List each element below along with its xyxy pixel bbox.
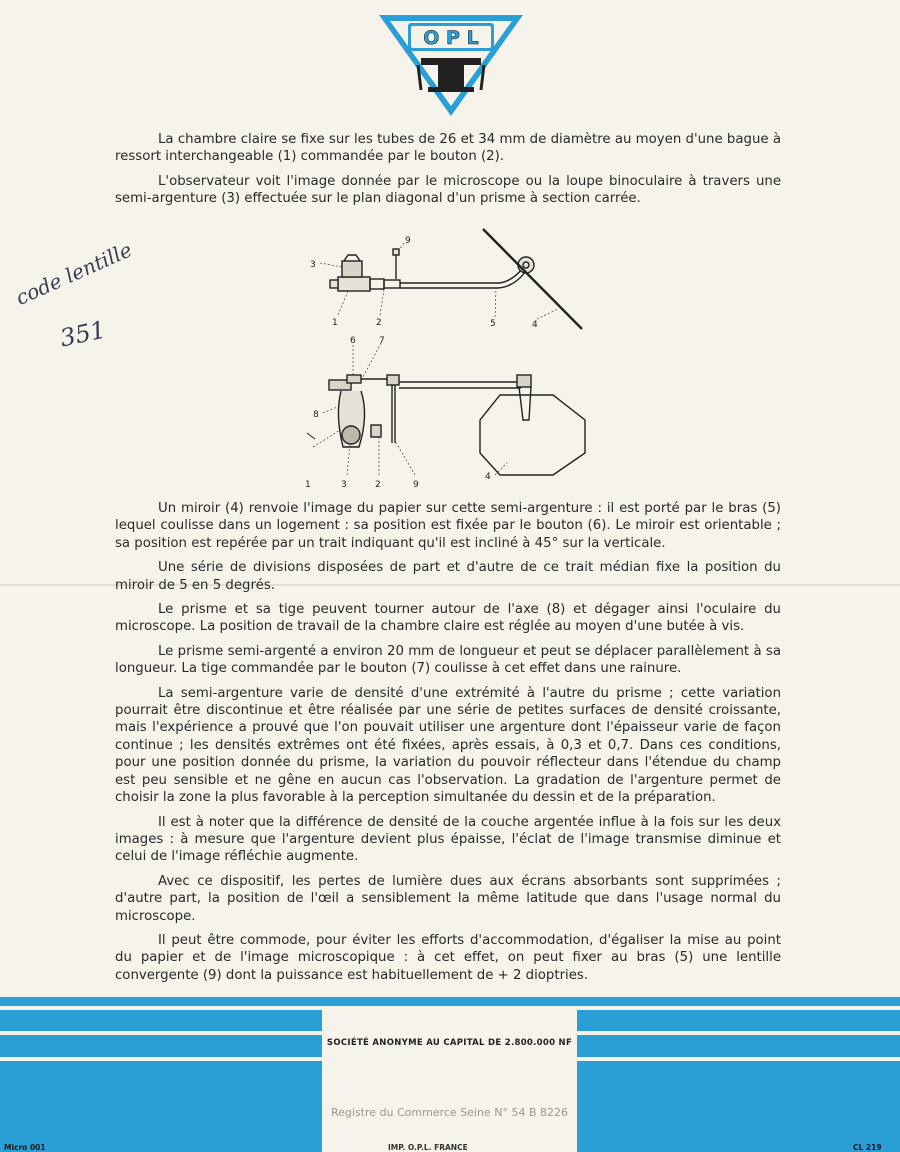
- paragraph: Un miroir (4) renvoie l'image du papier sur cette semi-argenture : il est porté par le bras (5) lequel coulisse dans un logement : sa position est fixée par le bouton (6). Le miroir est orientable ; sa position est repérée par un trait indiquant qu'il est incliné à 45° sur la verticale.: [115, 501, 781, 551]
- opl-logo: [376, 10, 526, 120]
- paragraph: La chambre claire se fixe sur les tubes de 26 et 34 mm de diamètre au moyen d'une bague à ressort interchangeable (1) commandée par le bouton (2).: [115, 132, 781, 165]
- diagram-top-view: [295, 335, 605, 495]
- diagram-side-view: [300, 225, 600, 345]
- paragraph: L'observateur voit l'image donnée par le microscope ou la loupe binoculaire à travers une semi-argenture (3) effectuée sur le plan diagonal d'un prisme à section carrée.: [115, 173, 781, 207]
- callout-label: 5: [490, 319, 496, 329]
- handwritten-note: code lentille: [12, 237, 136, 310]
- company-capital: SOCIÉTÉ ANONYME AU CAPITAL DE 2.800.000 NF: [326, 1038, 573, 1048]
- paragraph: La semi-argenture varie de densité d'une extrémité à l'autre du prisme ; cette variation pourrait être discontinue et être réalisée par une série de petites surfaces de densité croissante, mais l'expérience a prouvé que l'on pouvait utiliser une argenture dont l'épaisseur varie de façon continue ; les densités extrêmes ont été fixées, après essais, à 0,3 et 0,7. Dans ces conditions, pour une position donnée du prisme, la variation du pouvoir réflecteur dans l'étendue du champ est peu sensible et ne gêne en aucun cas l'observation. La gradation de l'argenture permet de choisir la zone la plus favorable à la perception simultanée du dessin et de la préparation.: [115, 685, 781, 806]
- handwritten-number: 351: [57, 315, 109, 353]
- callout-label: 2: [375, 480, 381, 490]
- footer-band: [0, 997, 900, 1152]
- callout-label: 2: [376, 318, 382, 328]
- intro-text: [115, 131, 781, 215]
- paragraph: Avec ce dispositif, les pertes de lumière dues aux écrans absorbants sont supprimées ; d'autre part, la position de l'œil a sensiblement la même latitude que dans l'usage normal du microscope.: [115, 873, 781, 924]
- logo-lettering: O P L: [423, 27, 479, 49]
- callout-label: 8: [313, 410, 319, 420]
- callout-label: 9: [413, 480, 419, 490]
- callout-label: 1: [332, 318, 338, 328]
- callout-label: 6: [350, 336, 356, 346]
- paragraph: Le prisme et sa tige peuvent tourner autour de l'axe (8) et dégager ainsi l'oculaire du microscope. La position de travail de la chambre claire est réglée au moyen d'une butée à vis.: [115, 602, 781, 635]
- callout-label: 3: [310, 260, 316, 270]
- callout-label: 7: [379, 336, 385, 346]
- footer-ref-right: CL 219: [853, 1143, 882, 1152]
- callout-label: 3: [341, 480, 347, 490]
- callout-label: 9: [405, 236, 411, 246]
- paragraph: Une série de divisions disposées de part et d'autre de ce trait médian fixe la position du miroir de 5 en 5 degrés.: [115, 560, 781, 593]
- footer-ref-left: Micro 001: [4, 1143, 46, 1152]
- description-text: [115, 500, 781, 991]
- callout-label: 4: [532, 320, 538, 330]
- paragraph: Il est à noter que la différence de densité de la couche argentée influe à la fois sur les deux images : à mesure que l'argenture devient plus épaisse, l'éclat de l'image transmise diminue et celui de l'image réfléchie augmente.: [115, 814, 781, 865]
- footer-printer: IMP. O.P.L. FRANCE: [388, 1143, 468, 1152]
- paragraph: Le prisme semi-argenté a environ 20 mm de longueur et peut se déplacer parallèlement à sa longueur. La tige commandée par le bouton (7) coulisse à cet effet dans une rainure.: [115, 643, 781, 677]
- paragraph: Il peut être commode, pour éviter les efforts d'accommodation, d'égaliser la mise au point du papier et de l'image microscopique : à cet effet, on peut fixer au bras (5) une lentille convergente (9) dont la puissance est habituellement de + 2 dioptries.: [115, 932, 781, 983]
- trade-register: Registre du Commerce Seine N° 54 B 8226: [331, 1106, 568, 1119]
- callout-label: 4: [485, 472, 491, 482]
- callout-label: 1: [305, 480, 311, 490]
- footer-info-box: [322, 1010, 577, 1152]
